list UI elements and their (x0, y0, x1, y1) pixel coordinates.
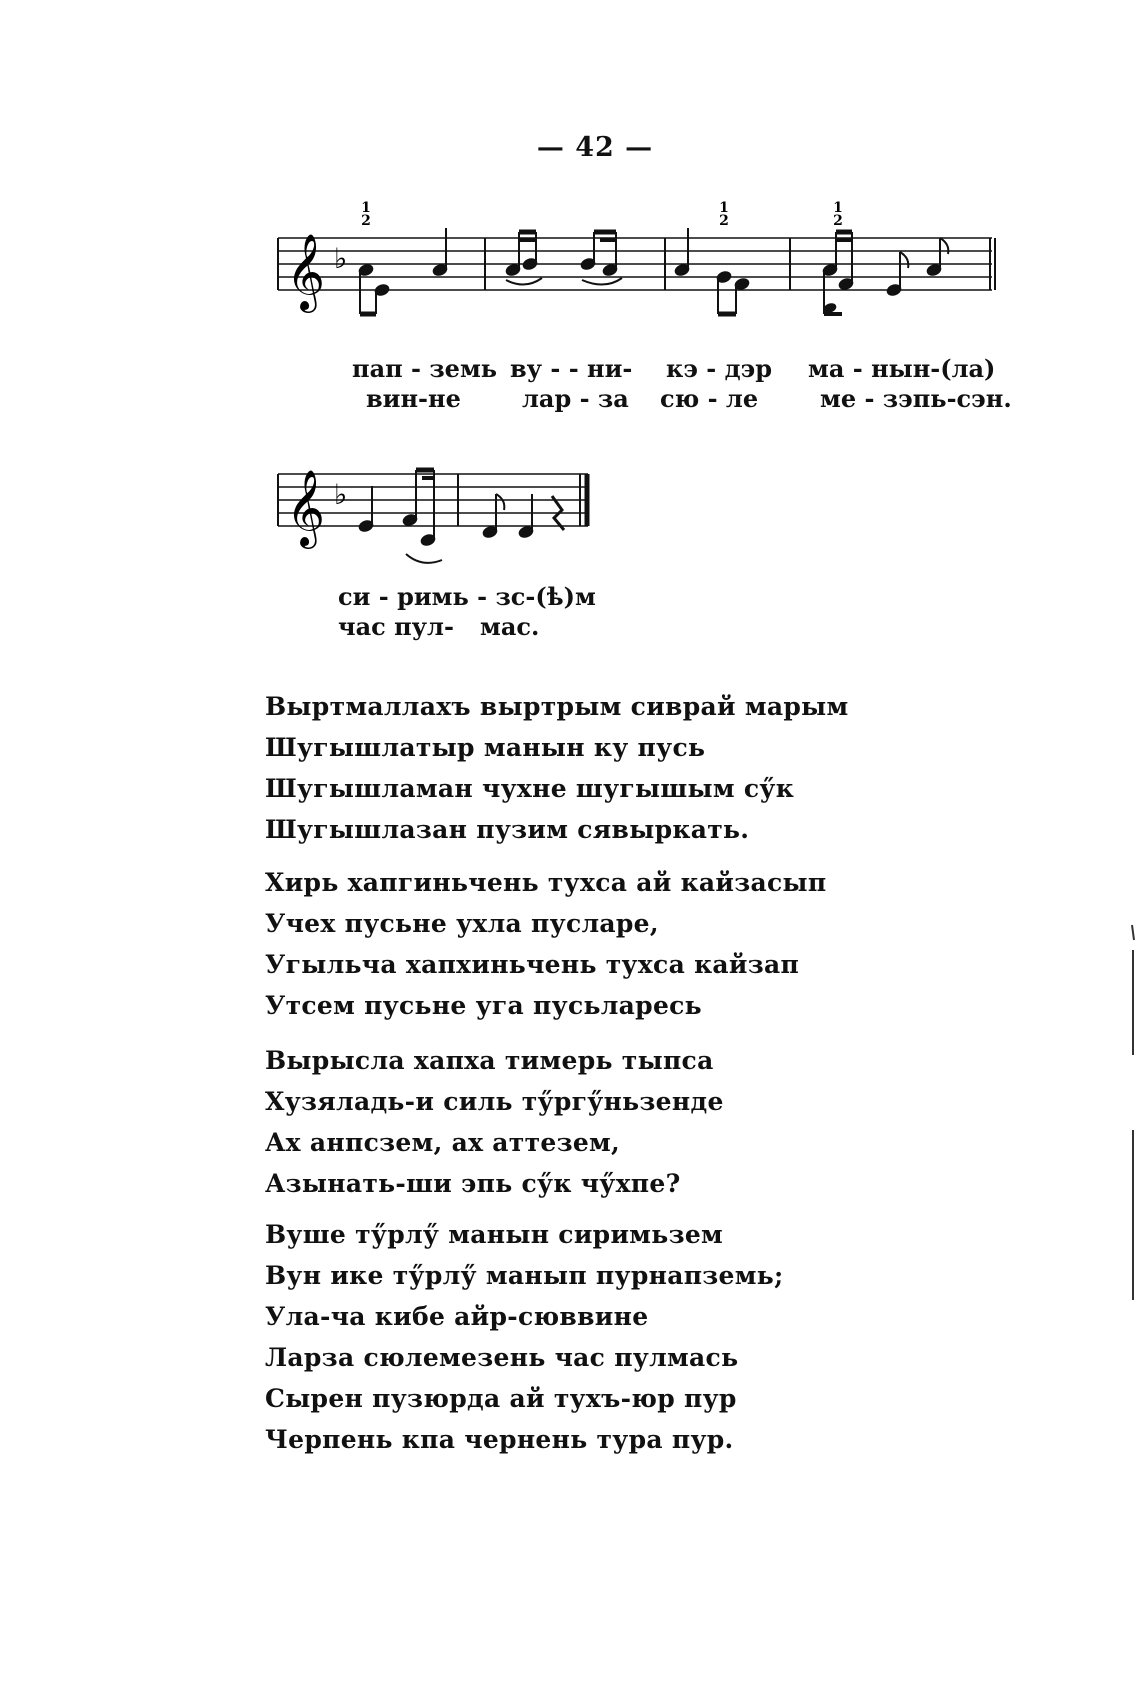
staff-1-lyrics-line-2 (0, 384, 1140, 414)
treble-clef-icon: 𝄞 (286, 469, 326, 546)
verse-line: Азынать-ши эпь сӳк чӳхпе? (265, 1169, 681, 1198)
measure-4-notes (822, 232, 949, 314)
verse-line: Угыльча хапхиньчень тухса кайзап (265, 950, 800, 979)
verse-line: Вуше тӳрлӳ манын сиримьзем (265, 1220, 724, 1249)
verse-line: Ах анпсзем, ах аттезем, (265, 1128, 621, 1157)
lyric-syllable: кэ - дэр (666, 354, 773, 383)
svg-text:2: 2 (833, 213, 843, 229)
verse-line: Ларза сюлемезень час пулмась (265, 1343, 739, 1372)
fingering-label-2: 1 (719, 200, 729, 216)
poem-stanza-4 (265, 1214, 784, 1460)
verse-line: Ула-ча кибе айр-сюввине (265, 1302, 649, 1331)
poem-stanza-2 (265, 862, 827, 1026)
verse-line: Шугышлазан пузим сявыркать. (265, 815, 750, 844)
verse-line: Вырысла хапха тимерь тыпса (265, 1046, 714, 1075)
verse-line: Шугышламан чухне шугышым сӳк (265, 774, 795, 803)
staff-2-lyrics-line-2 (0, 612, 1140, 642)
page-edge-marks (1120, 0, 1140, 1698)
verse-line: Хузяладь-и силь тӳргӳньзенде (265, 1087, 724, 1116)
flat-icon: ♭ (334, 478, 348, 511)
measure-1-notes (358, 228, 449, 314)
lyric-syllable: ма - нын-(ла) (808, 354, 996, 383)
flat-icon: ♭ (334, 242, 348, 275)
verse-line: Выртмаллахъ выртрым сиврай марым (265, 692, 849, 721)
verse-line: Утсем пусьне уга пусьларесь (265, 991, 702, 1020)
lyric-syllable: час пул- (338, 612, 454, 641)
svg-text:2: 2 (719, 213, 729, 229)
staff-lines (278, 238, 992, 290)
lyric-syllable: ме - зэпь-сэн. (820, 384, 1012, 413)
music-staff-2 (270, 446, 600, 576)
lyric-syllable: си - римь - зс-(ѣ)м (338, 582, 596, 611)
lyric-syllable: сю - ле (660, 384, 759, 413)
poem-stanza-1 (265, 686, 849, 850)
lyric-syllable: вин-не (366, 384, 461, 413)
verse-line: Вун ике тӳрлӳ манып пурнапземь; (265, 1261, 784, 1290)
verse-line: Шугышлатыр манын ку пусь (265, 733, 706, 762)
fingering-label-3: 1 (833, 200, 843, 216)
verse-line: Сырен пузюрда ай тухъ-юр пур (265, 1384, 737, 1413)
verse-line: Черпень кпа чернень тура пур. (265, 1425, 734, 1454)
poem-stanza-3 (265, 1040, 724, 1204)
treble-clef-icon: 𝄞 (286, 233, 326, 310)
lyric-syllable: пап - земь (352, 354, 498, 383)
staff-1-lyrics-line-1 (0, 354, 1140, 384)
lyric-syllable: ву - - ни- (510, 354, 633, 383)
page-number: — 42 — (536, 132, 654, 163)
verse-line: Учех пусьне ухла пусларе, (265, 909, 659, 938)
fingering-label-1: 1 (361, 200, 371, 216)
music-staff-1 (270, 198, 1010, 328)
staff-2-lyrics-line-1 (0, 582, 1140, 612)
lyric-syllable: лар - за (522, 384, 629, 413)
lyric-syllable: мас. (480, 612, 540, 641)
verse-line: Хирь хапгиньчень тухса ай кайзасып (265, 868, 827, 897)
measure-5-notes (358, 470, 442, 563)
measure-3-notes (674, 228, 751, 314)
svg-text:2: 2 (361, 213, 371, 229)
